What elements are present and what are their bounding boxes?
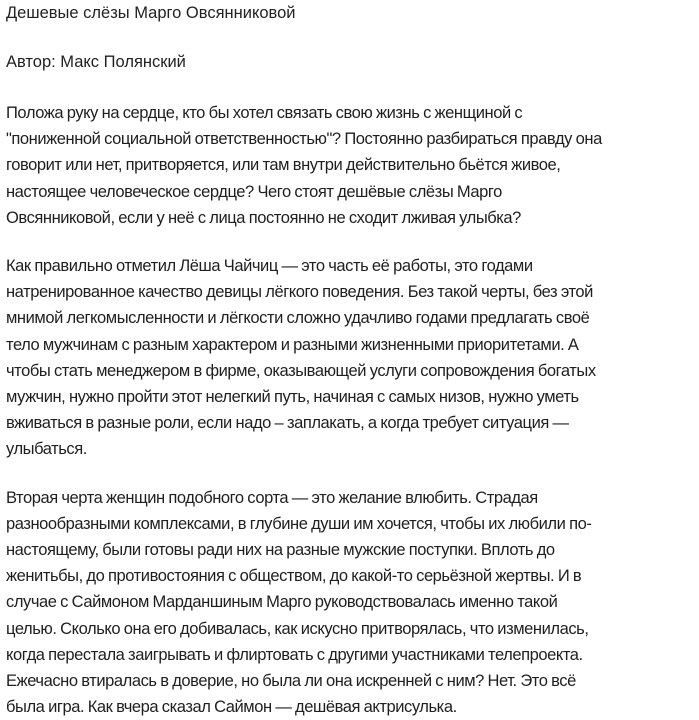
text-line: улыбаться. [6,439,87,459]
paragraph-1 [6,100,696,231]
text-line: была игра. Как вчера сказал Саймон — дешёвая актрисулька. [6,697,457,717]
text-line: натренированное качество девицы лёгкого поведения. Без такой черты, без этой [6,282,593,302]
text-line: мужчин, нужно пройти этот нелегкий путь, начиная с самых низов, нужно уметь [6,387,579,407]
text-line: Овсянниковой, если у неё с лица постоянно не сходит лживая улыбка? [6,207,521,227]
text-line: настоящее человеческое сердце? Чего стоят дешёвые слёзы Марго [6,181,502,201]
text-line: вживаться в разные роли, если надо – заплакать, а когда требует ситуация — [6,413,569,433]
article-title: Дешевые слёзы Марго Овсянниковой [6,4,296,22]
text-line: Как правильно отметил Лёша Чайчиц — это часть её работы, это годами [6,256,533,276]
text-line: женитьбы, до противостояния с обществом, до какой-то серьёзной жертвы. И в [6,566,582,586]
text-line: Ежечасно втиралась в доверие, но была ли она искренней с ним? Нет. Это всё [6,671,576,691]
paragraph-3 [6,485,696,720]
text-line: Вторая черта женщин подобного сорта — это желание влюбить. Страдая [6,487,538,507]
article-author: Автор: Макс Полянский [6,53,186,71]
text-line: говорит или нет, притворяется, или там внутри действительно бьётся живое, [6,155,561,175]
text-line: тело мужчинам с разным характером и разными жизненными приоритетами. А [6,334,579,354]
text-line: Положа руку на сердце, кто бы хотел связать свою жизнь с женщиной с [6,103,523,122]
text-line: мнимой легкомысленности и лёгкости сложно удачливо годами предлагать своё [6,308,590,328]
text-line: случае с Саймоном Марданшиным Марго руководствовалась именно такой [6,592,558,612]
text-line: настоящему, были готовы ради них на разные мужские поступки. Вплоть до [6,540,555,560]
text-line: когда перестала заигрывать и флиртовать с другими участниками телепроекта. [6,644,583,664]
paragraph-2 [6,253,696,463]
text-line: "пониженной социальной ответственностью"? Постоянно разбираться правду она [6,129,602,149]
text-line: разнообразными комплексами, в глубине души им хочется, чтобы их любили по- [6,513,592,533]
text-line: целью. Сколько она его добивалась, как искусно притворялась, что изменилась, [6,618,589,638]
text-line: чтобы стать менеджером в фирме, оказывающей услуги сопровождения богатых [6,360,596,380]
